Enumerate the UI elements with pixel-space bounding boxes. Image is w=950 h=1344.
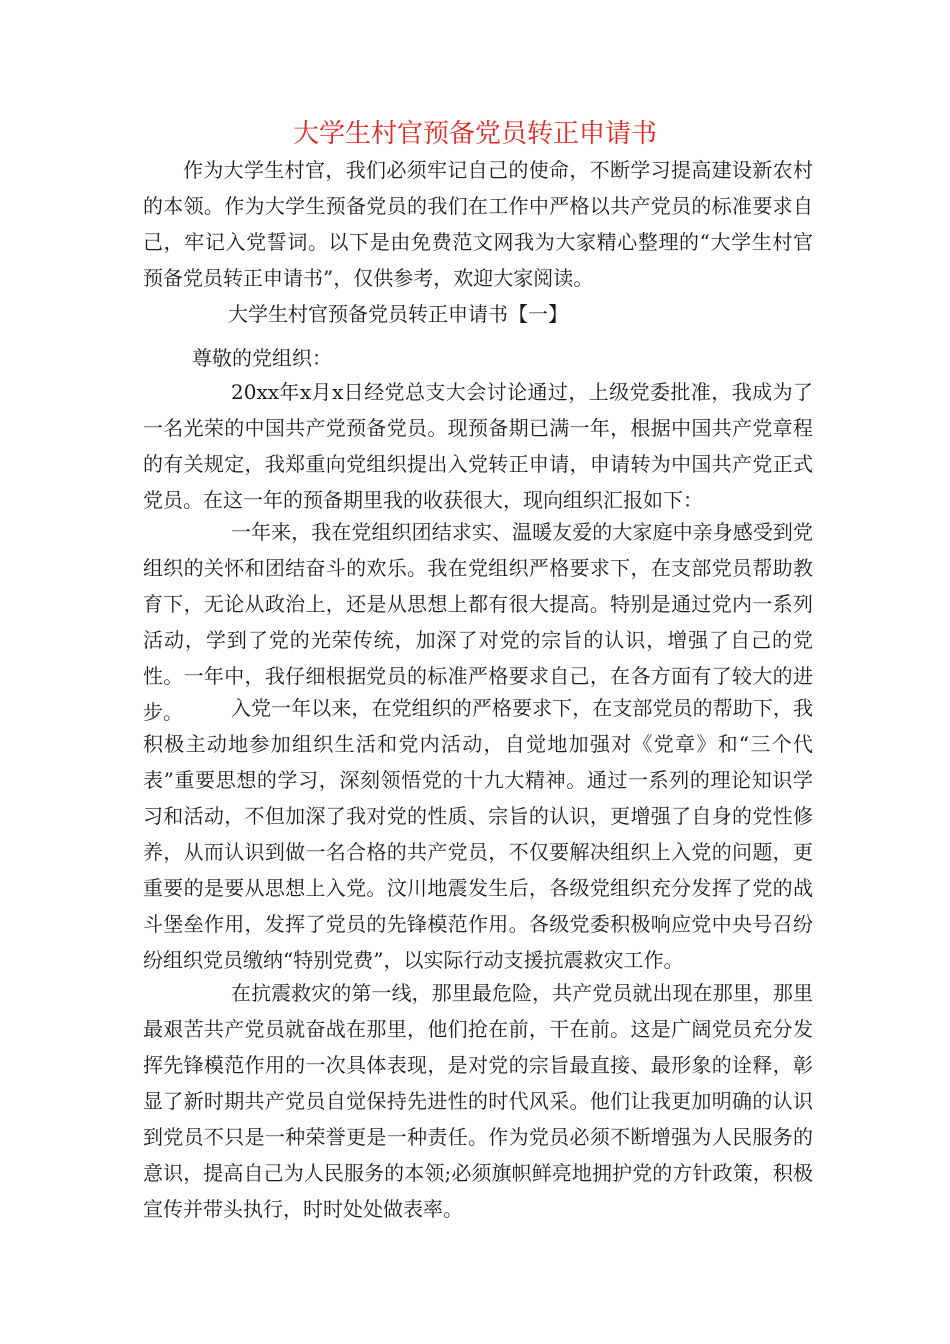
- body-paragraph-3: 入党一年以来，在党组织的严格要求下，在支部党员的帮助下，我积极主动地参加组织生活和党内活动，自觉地加强对《党章》和“三个代表”重要思想的学习，深刻领悟党的十九大精神。通过一系列的理论知识学习和活动，不但加深了我对党的性质、宗旨的认识，更增强了自身的党性修养，从而认识到做一名合格的共产党员，不仅要解决组织上入党的问题，更重要的是要从思想上入党。汶川地震发生后，各级党组织充分发挥了党的战斗堡垒作用，发挥了党员的先锋模范作用。各级党委积极响应党中央号召纷纷组织党员缴纳“特别党费”，以实际行动支援抗震救灾工作。: [143, 696, 813, 972]
- body-paragraph-4: 在抗震救灾的第一线，那里最危险，共产党员就出现在那里，那里最艰苦共产党员就奋战在那里，他们抢在前，干在前。这是广阔党员充分发挥先锋模范作用的一次具体表现，是对党的宗旨最直接、最形象的诠释，彰显了新时期共产党员自觉保持先进性的时代风采。他们让我更加明确的认识到党员不只是一种荣誉更是一种责任。作为党员必须不断增强为人民服务的意识，提高自己为人民服务的本领;必须旗帜鲜亮地拥护党的方针政策，积极宣传并带头执行，时时处处做表率。: [143, 981, 813, 1221]
- body-paragraph-2: 一年来，我在党组织团结求实、温暖友爱的大家庭中亲身感受到党组织的关怀和团结奋斗的欢乐。我在党组织严格要求下，在支部党员帮助教育下，无论从政治上，还是从思想上都有很大提高。特别是通过党内一系列活动，学到了党的光荣传统，加深了对党的宗旨的认识，增强了自己的党性。一年中，我仔细根据党员的标准严格要求自己，在各方面有了较大的进步。: [143, 520, 813, 724]
- section-heading: 大学生村官预备党员转正申请书【一】: [228, 302, 568, 326]
- salutation: 尊敬的党组织：: [192, 346, 332, 370]
- intro-paragraph: 作为大学生村官，我们必须牢记自己的使命，不断学习提高建设新农村的本领。作为大学生预备党员的我们在工作中严格以共产党员的标准要求自己，牢记入党誓词。以下是由免费范文网我为大家精心整理的“大学生村官预备党员转正申请书”，仅供参考，欢迎大家阅读。: [143, 158, 813, 290]
- page-title: 大学生村官预备党员转正申请书: [292, 119, 657, 149]
- body-paragraph-1: 20xx年x月x日经党总支大会讨论通过，上级党委批准，我成为了一名光荣的中国共产党预备党员。现预备期已满一年，根据中国共产党章程的有关规定，我郑重向党组织提出入党转正申请，申请转为中国共产党正式党员。在这一年的预备期里我的收获很大，现向组织汇报如下：: [143, 380, 813, 512]
